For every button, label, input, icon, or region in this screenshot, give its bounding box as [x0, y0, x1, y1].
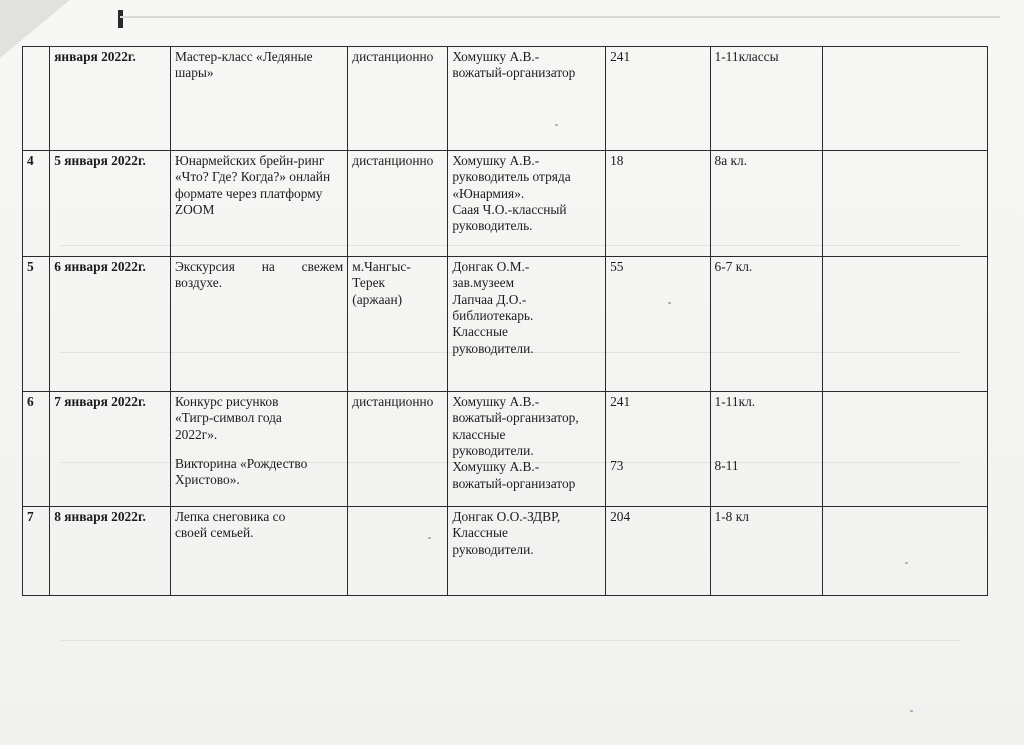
event-responsible — [448, 392, 606, 507]
event-responsible — [448, 151, 606, 257]
responsible-line: руководитель. — [452, 218, 533, 234]
row-number: 6 — [23, 392, 50, 507]
event-line: «Тигр-символ года — [174, 410, 282, 426]
responsible-line: руководители. — [452, 541, 534, 557]
event-title — [170, 507, 347, 596]
date-text: 5 января 2022г. — [54, 153, 146, 168]
class-range — [710, 507, 822, 596]
event-line: Лепка снеговика со — [174, 509, 286, 524]
note-cell — [822, 47, 987, 151]
class-range — [710, 392, 822, 507]
place-line: дистанционно — [352, 49, 434, 64]
table-row — [23, 47, 988, 151]
event-line: ZOOM — [174, 202, 215, 218]
place-line: дистанционно — [352, 153, 434, 168]
participant-count — [606, 151, 710, 257]
event-line: формате через платформу — [174, 185, 323, 201]
event-line: 2022г». — [174, 426, 218, 442]
scan-edge-line — [120, 16, 1000, 18]
event-line: Викторина «Рождество — [174, 456, 308, 472]
table-row — [23, 257, 988, 392]
table-row — [23, 507, 988, 596]
responsible-line: Саая Ч.О.-классный — [452, 202, 567, 218]
row-number: 7 — [23, 507, 50, 596]
event-place — [348, 392, 448, 507]
responsible-line: библиотекарь. — [452, 308, 534, 324]
event-line: Мастер-класс «Ледяные — [174, 49, 313, 64]
event-place — [348, 47, 448, 151]
row-number: 4 — [23, 151, 50, 257]
date-text: 8 января 2022г. — [54, 509, 146, 524]
event-date — [50, 392, 171, 507]
responsible-line: Классные — [452, 525, 508, 541]
place-line: Терек — [352, 275, 386, 291]
responsible-line: Хомушку А.В.- — [452, 459, 540, 475]
event-responsible — [448, 507, 606, 596]
event-responsible — [448, 47, 606, 151]
responsible-line: Хомушку А.В.- — [452, 153, 540, 168]
scan-speck — [910, 710, 913, 712]
responsible-line: Донгак О.О.-ЗДВР, — [452, 509, 561, 524]
event-line: Юнармейских брейн-ринг — [174, 153, 325, 168]
events-table — [22, 46, 988, 596]
event-date — [50, 151, 171, 257]
date-text: января 2022г. — [54, 49, 136, 64]
count-value: 241 — [610, 49, 631, 64]
participant-count — [606, 47, 710, 151]
place-line: м.Чангыс- — [352, 259, 411, 274]
count-value: 73 — [610, 458, 624, 474]
count-value: 55 — [610, 259, 624, 274]
responsible-line: Хомушку А.В.- — [452, 49, 540, 64]
responsible-line: Классные — [452, 324, 508, 340]
event-date — [50, 507, 171, 596]
responsible-line: вожатый-организатор — [452, 475, 576, 491]
class-value: 8а кл. — [714, 153, 748, 168]
class-range — [710, 257, 822, 392]
place-line: (аржаан) — [352, 291, 403, 307]
table-row — [23, 151, 988, 257]
count-value: 241 — [610, 394, 631, 409]
event-line: Экскурсия на свежем — [174, 259, 344, 274]
class-value: 1-11классы — [714, 49, 779, 64]
class-value: 8-11 — [714, 458, 739, 474]
note-cell — [822, 257, 987, 392]
table-row — [23, 392, 988, 507]
bleed-through-line — [60, 640, 960, 641]
responsible-line: вожатый-организатор — [452, 65, 576, 81]
event-date — [50, 47, 171, 151]
scan-mark — [118, 10, 123, 28]
event-line: «Что? Где? Когда?» онлайн — [174, 169, 331, 185]
responsible-line: руководители. — [452, 340, 534, 356]
responsible-line: вожатый-организатор, — [452, 410, 579, 426]
date-text: 7 января 2022г. — [54, 394, 146, 409]
responsible-line: классные — [452, 426, 506, 442]
responsible-line: руководитель отряда — [452, 169, 571, 185]
count-value: 18 — [610, 153, 624, 168]
responsible-line: Донгак О.М.- — [452, 259, 530, 274]
class-value: 1-8 кл — [714, 509, 749, 524]
event-line: шары» — [174, 65, 214, 81]
event-line: своей семьей. — [174, 525, 254, 541]
event-line: Христово». — [174, 472, 240, 488]
event-place — [348, 257, 448, 392]
date-text: 6 января 2022г. — [54, 259, 146, 274]
event-date — [50, 257, 171, 392]
event-title — [170, 47, 347, 151]
participant-count — [606, 257, 710, 392]
event-place — [348, 507, 448, 596]
responsible-line: руководители. — [452, 443, 534, 459]
row-number — [23, 47, 50, 151]
note-cell — [822, 507, 987, 596]
note-cell — [822, 392, 987, 507]
event-title — [170, 257, 347, 392]
responsible-line: Лапчаа Д.О.- — [452, 291, 527, 307]
responsible-line: «Юнармия». — [452, 185, 525, 201]
event-responsible — [448, 257, 606, 392]
class-value: 6-7 кл. — [714, 259, 753, 274]
event-line: Конкурс рисунков — [174, 394, 279, 409]
participant-count — [606, 392, 710, 507]
event-line: воздухе. — [174, 275, 223, 291]
place-line: дистанционно — [352, 394, 434, 409]
participant-count — [606, 507, 710, 596]
event-title — [170, 151, 347, 257]
class-range — [710, 47, 822, 151]
row-number: 5 — [23, 257, 50, 392]
responsible-line: зав.музеем — [452, 275, 515, 291]
responsible-line: Хомушку А.В.- — [452, 394, 540, 409]
class-range — [710, 151, 822, 257]
class-value: 1-11кл. — [714, 394, 756, 409]
event-place — [348, 151, 448, 257]
note-cell — [822, 151, 987, 257]
count-value: 204 — [610, 509, 631, 524]
event-title — [170, 392, 347, 507]
